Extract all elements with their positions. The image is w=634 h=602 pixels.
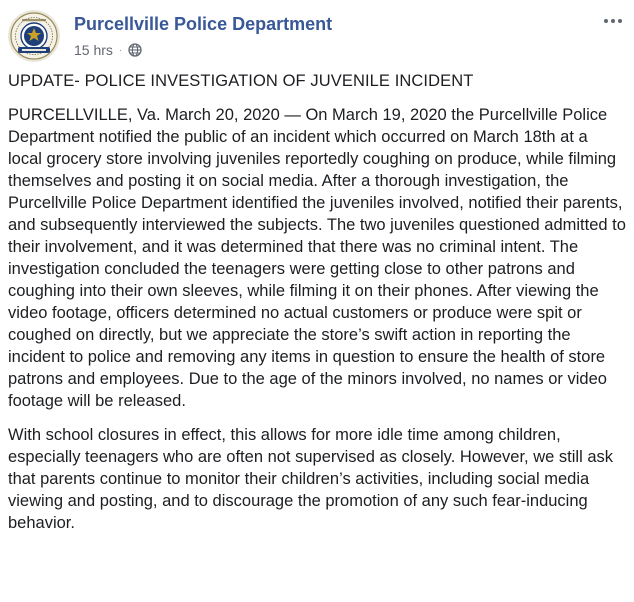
post-meta — [74, 42, 142, 58]
page-avatar[interactable] — [8, 10, 60, 62]
post-body — [8, 70, 626, 534]
page-name-link[interactable]: Purcellville Police Department — [74, 14, 333, 34]
meta-separator: · — [118, 44, 123, 56]
post-headline: UPDATE- POLICE INVESTIGATION OF JUVENILE INCIDENT — [8, 72, 474, 90]
post-paragraph: PURCELLVILLE, Va. March 20, 2020 — On March 19, 2020 the Purcellville Police Department notified the public of an incident which occurred on March 18th at a local grocery store involving juveniles reportedly coughing on produce, while filming themselves and posting it on social media. After a thorough investigation, the Purcellville Police Department identified the juveniles involved, notified their parents, and subsequently interviewed the subjects. The two juveniles questioned admitted to their involvement, and it was determined that there was no criminal intent. The investigation concluded the teenagers were getting close to other patrons and coughing into their own sleeves, while filming it on their phones. After viewing the video footage, officers determined no actual customers or produce were spit or coughed on directly, but we appreciate the store’s swift action in reporting the incident to police and removing any items in question to ensure the health of store patrons and employees. Due to the age of the minors involved, no names or video footage will be released. — [8, 106, 626, 410]
post-timestamp[interactable]: 15 hrs — [74, 42, 113, 58]
police-badge-icon — [8, 10, 60, 62]
more-options-icon[interactable] — [600, 12, 626, 30]
post-paragraph: With school closures in effect, this allows for more idle time among children, especially teenagers who are often not supervised as closely. However, we still ask that parents continue to monitor their children’s activities, including social media viewing and posting, and to discourage the promotion of any such fear-inducing behavior. — [8, 426, 613, 532]
globe-icon[interactable] — [128, 43, 142, 57]
post-header — [8, 10, 626, 62]
dot-icon — [618, 19, 622, 23]
dot-icon — [611, 19, 615, 23]
dot-icon — [604, 19, 608, 23]
